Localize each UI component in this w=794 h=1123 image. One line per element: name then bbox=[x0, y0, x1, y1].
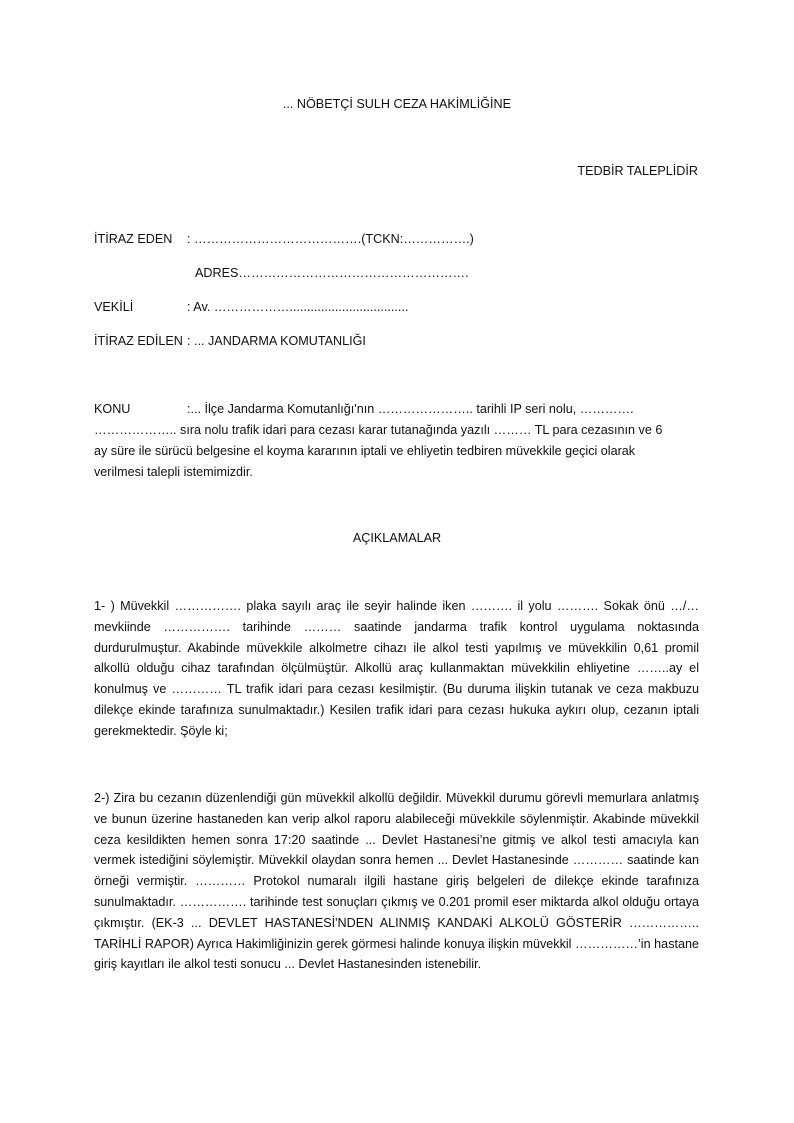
explanations-heading: AÇIKLAMALAR bbox=[352, 531, 442, 545]
paragraph-1: 1- ) Müvekkil ……………. plaka sayılı araç ile seyir halinde iken ………. il yolu ………. Sokak önü …/… mevkiinde ……………. tarihinde ……… saatinde jandarma trafik kontrol uygulama noktasında durdurulmuştur. Akabinde müvekkile alkolmetre cihazı ile alkol testi yapılmış ve müvekkilin 0,61 promil alkollü olduğu cihaz tarafından ölçülmüştür. Alkollü araç kullanmaktan müvekkilin ehliyetine ……..ay el konulmuş ve ………… TL trafik idari para cezası kesilmiştir. (Bu duruma ilişkin tutanak ve ceza makbuzu dilekçe ekinde tarafınıza sunulmaktadır.) Kesilen trafik idari para cezası hukuka aykırı olup, cezanın iptali gerekmektedir. Şöyle ki; bbox=[94, 599, 699, 738]
subject-label: KONU bbox=[94, 402, 131, 416]
court-header: ... NÖBETÇİ SULH CEZA HAKİMLİĞİNE bbox=[282, 97, 512, 111]
paragraph-2: 2-) Zira bu cezanın düzenlendiği gün müvekkil alkollü değildir. Müvekkil durumu görevli memurlara anlatmış ve bunun üzerine hastaneden kan verip alkol raporu alabileceği müvekkile söylenmiştir. Akabinde müvekkil ceza kesildikten hemen sonra 17:20 saatinde ... Devlet Hastanesi’ne gitmiş ve alkol testi amacıyla kan vermek istediğini söylemiştir. Müvekkil olaydan sonra hemen ... Devlet Hastanesinde ………… saatinde kan örneği vermiştir. ………… Protokol numaralı ilgili hastane giriş belgeleri de dilekçe ekinde tarafınıza sunulmaktadır. ……………. tarihinde test sonuçları çıkmış ve 0.201 promil eser miktarda alkol olduğu ortaya çıkmıştır. (EK-3 ... DEVLET HASTANESİ'NDEN ALINMIŞ KANDAKİ ALKOLÜ GÖSTERİR …………….. TARİHLİ RAPOR) Ayrıca Hakimliğinizin gerek görmesi halinde konuya ilişkin müvekkil ……………’in hastane giriş kayıtları ile alkol testi sonucu ... Devlet Hastanesinden istenebilir. bbox=[94, 791, 699, 972]
subject-text: ……………….. sıra nolu trafik idari para cezası karar tutanağında yazılı ……… TL para cezasının ve 6 ay süre ile sürücü belgesine el koyma kararının iptali ve ehliyetin tedbiren müvekkile geçici olarak verilmesi talepli istemimizdir. bbox=[94, 423, 663, 479]
respondent-label: İTİRAZ EDİLEN bbox=[94, 334, 183, 348]
subject-first-line: :... İlçe Jandarma Komutanlığı'nın ………………….. tarihli IP seri nolu, …………. bbox=[187, 402, 634, 416]
objector-label: İTİRAZ EDEN bbox=[94, 232, 173, 246]
attorney-value: : Av. ……………….................................. bbox=[187, 300, 409, 314]
attorney-label: VEKİLİ bbox=[94, 300, 134, 314]
address-value: ADRES………………………………………………. bbox=[195, 266, 469, 280]
respondent-value: : ... JANDARMA KOMUTANLIĞI bbox=[187, 334, 366, 348]
objector-value: : ………………………………….(TCKN:…………….) bbox=[187, 232, 474, 246]
request-title: TEDBİR TALEPLİDİR bbox=[577, 164, 698, 178]
